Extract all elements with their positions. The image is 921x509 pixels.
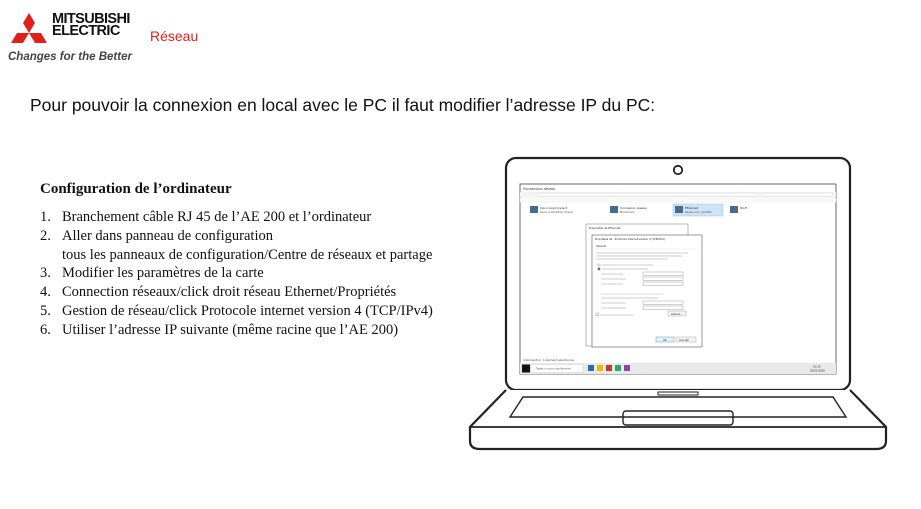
list-item [40,283,480,302]
address-bar[interactable] [538,193,758,196]
step-text: Modifier les paramètres de la carte [62,265,264,282]
list-item [40,246,480,265]
taskbar-app-icon[interactable] [606,365,612,371]
list-item [40,302,480,321]
adapter-name: Cisco AnyConnect [540,206,568,210]
taskbar-app-icon[interactable] [597,365,603,371]
command-bar [520,198,836,202]
status-selected: 1 élément sélectionné [543,358,575,362]
adapter-cisco[interactable] [530,206,574,214]
clock-date: 20/01/2020 [810,369,825,373]
step-number: 6. [40,321,51,338]
taskbar-search-placeholder: Taper ici pour rechercher [536,366,571,371]
page-headline: Pour pouvoir la connexion en local avec le PC il faut modifier l’adresse IP du PC: [30,95,656,115]
brand-name-line1: MITSUBISHI [52,11,130,27]
steps-title: Configuration de l’ordinateur [40,181,232,197]
dns-secondary-field[interactable] [643,306,683,310]
dns-primary-field[interactable] [643,301,683,305]
radio-manual-ip[interactable] [598,268,600,270]
adapter-name: Wi-Fi [740,206,748,210]
ipv4-properties-dialog [592,235,702,347]
step-number: 4. [40,284,51,301]
list-item [40,264,480,283]
taskbar-app-icon[interactable] [588,365,594,371]
dialog-title: Propriétés de Ethernet [589,226,621,230]
dialog-title: Propriétés de : Protocole Internet version 4 (TCP/IPv4) [595,238,665,241]
adapter-name: Ethernet [685,206,698,210]
step-text: Branchement câble RJ 45 de l’AE 200 et l’ordinateur [62,209,372,225]
laptop-base [470,390,886,449]
list-item [40,321,480,340]
step-number: 5. [40,302,51,319]
step-text: Aller dans panneau de configuration [62,227,273,244]
step-text: tous les panneaux de configuration/Centre de réseaux et partage [62,246,433,263]
section-title: Réseau [150,28,199,44]
tab-general[interactable]: Général [596,245,607,248]
list-item [40,227,480,246]
validate-checkbox[interactable] [596,313,599,316]
step-text: Connection réseaux/click droit réseau Ethernet/Propriétés [62,284,397,301]
clock-time: 10:35 [813,365,821,369]
steps-list [40,208,480,340]
adapter-sub: Réseau non identifié [685,211,712,214]
step-number [40,246,62,265]
step-text: Gestion de réseau/click Protocole internet version 4 (TCP/IPv4) [62,302,433,319]
adapter-name: Connexion réseau [620,206,647,210]
subnet-mask-field[interactable] [643,277,683,281]
ip-address-field[interactable] [643,272,683,276]
ok-button-label: OK [663,338,667,342]
brand-tagline: Changes for the Better [8,51,132,63]
adapter-ethernet[interactable] [673,204,723,216]
configuration-steps [40,181,480,340]
search-input[interactable] [762,193,832,196]
list-item [40,208,480,227]
start-button-icon[interactable] [522,365,530,373]
laptop-illustration [468,155,888,455]
step-number: 3. [40,265,51,282]
gateway-field[interactable] [643,282,683,286]
step-text: Utiliser l’adresse IP suivante (même racine que l’AE 200) [62,321,399,338]
mitsubishi-logo-icon [8,12,50,52]
laptop-screen [520,184,836,374]
taskbar-app-icon[interactable] [615,365,621,371]
adapter-sub: Bluetooth [620,210,635,214]
step-number: 1. [40,209,51,225]
brand-name-line2: ELECTRIC [52,23,120,39]
taskbar-app-icon[interactable] [624,365,630,371]
status-count: 4 élément(s) [523,358,541,362]
advanced-button-label: Avancé... [671,312,682,316]
cancel-button-label: Annuler [679,338,690,342]
step-number: 2. [40,227,51,244]
window-title: Connexions réseau [523,187,556,191]
adapter-sub: Secure Mobility Client [540,210,573,214]
